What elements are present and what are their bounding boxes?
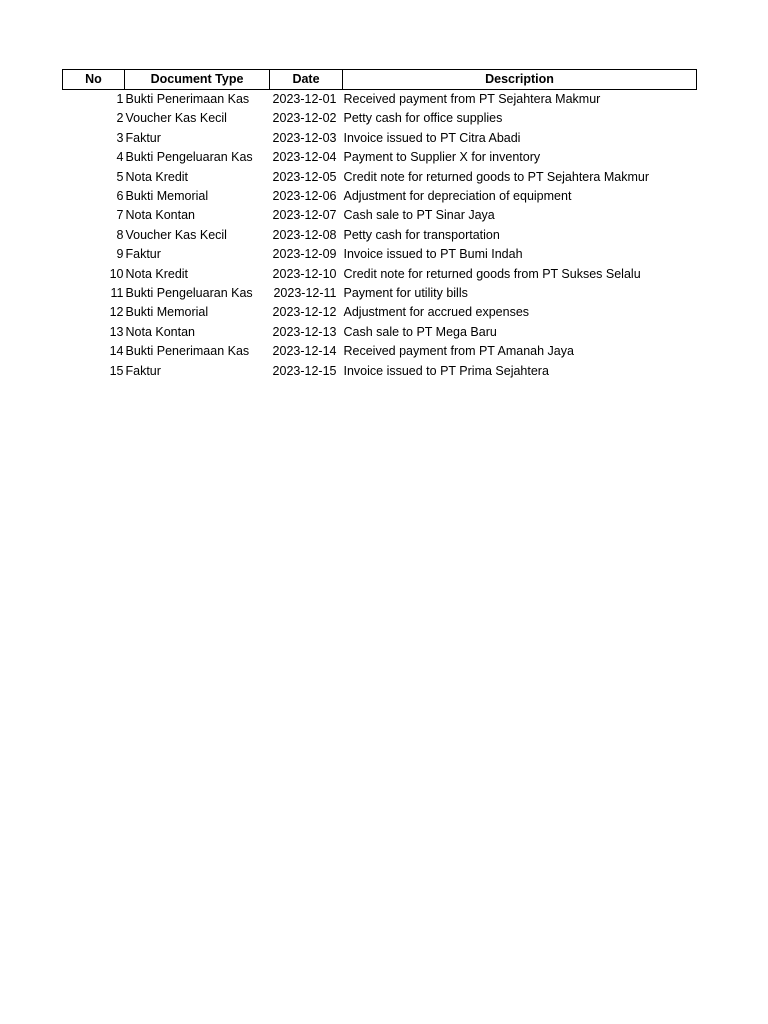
cell-no: 7 [116,208,124,223]
cell-document-type: Nota Kontan [125,324,195,339]
cell-date: 2023-12-09 [272,247,337,262]
cell-no: 5 [116,169,124,184]
table-row [63,303,697,322]
cell-date: 2023-12-08 [272,227,337,242]
cell-no: 9 [116,247,124,262]
cell-description: Received payment from PT Amanah Jaya [343,344,574,359]
cell-description: Cash sale to PT Mega Baru [343,324,497,339]
cell-document-type: Nota Kredit [125,266,189,281]
table-row [63,284,697,303]
header-date: Date [270,70,343,90]
header-description: Description [343,70,697,90]
cell-date: 2023-12-11 [273,286,337,301]
cell-description: Payment to Supplier X for inventory [343,150,541,165]
table-row [63,265,697,284]
cell-description: Invoice issued to PT Bumi Indah [343,247,523,262]
cell-document-type: Nota Kontan [125,208,195,223]
cell-no: 15 [109,363,124,378]
table-row [63,206,697,225]
cell-description: Petty cash for office supplies [343,111,503,126]
cell-document-type: Bukti Memorial [125,189,209,204]
cell-date: 2023-12-04 [272,150,337,165]
cell-description: Petty cash for transportation [343,227,500,242]
document-table [62,69,697,381]
cell-document-type: Voucher Kas Kecil [125,227,227,242]
table-row [63,323,697,342]
cell-document-type: Faktur [125,130,161,145]
cell-description: Received payment from PT Sejahtera Makmur [343,92,601,106]
cell-date: 2023-12-01 [272,92,337,106]
cell-document-type: Faktur [125,363,161,378]
table-row [63,148,697,167]
cell-no: 3 [116,130,124,145]
header-document-type: Document Type [125,70,270,90]
cell-date: 2023-12-13 [272,324,337,339]
cell-no: 13 [109,324,124,339]
header-no: No [63,70,125,90]
table-row [63,245,697,264]
table-body [63,90,697,382]
cell-description: Payment for utility bills [343,286,468,301]
document-sheet [62,69,696,381]
table-row [63,129,697,148]
cell-description: Invoice issued to PT Citra Abadi [343,130,521,145]
cell-date: 2023-12-14 [272,344,337,359]
cell-date: 2023-12-10 [272,266,337,281]
table-row [63,187,697,206]
table-row [63,226,697,245]
cell-description: Cash sale to PT Sinar Jaya [343,208,495,223]
cell-description: Credit note for returned goods to PT Sejahtera Makmur [343,169,649,184]
cell-description: Invoice issued to PT Prima Sejahtera [343,363,549,378]
cell-no: 2 [116,111,124,126]
cell-date: 2023-12-07 [272,208,337,223]
cell-no: 8 [116,227,124,242]
cell-no: 12 [109,305,124,320]
cell-document-type: Voucher Kas Kecil [125,111,227,126]
cell-no: 14 [109,344,124,359]
cell-description: Adjustment for depreciation of equipment [343,189,572,204]
cell-document-type: Nota Kredit [125,169,189,184]
cell-date: 2023-12-12 [272,305,337,320]
cell-document-type: Bukti Penerimaan Kas [125,344,250,359]
cell-no: 1 [116,92,124,106]
cell-document-type: Bukti Pengeluaran Kas [125,286,253,301]
cell-date: 2023-12-05 [272,169,337,184]
table-row [63,90,697,110]
table-row [63,362,697,381]
cell-document-type: Bukti Memorial [125,305,209,320]
cell-date: 2023-12-06 [272,189,337,204]
table-row [63,109,697,128]
cell-date: 2023-12-15 [272,363,337,378]
cell-no: 6 [116,189,124,204]
cell-document-type: Bukti Pengeluaran Kas [125,150,253,165]
cell-date: 2023-12-02 [272,111,337,126]
cell-description: Credit note for returned goods from PT Sukses Selalu [343,266,641,281]
cell-no: 4 [116,150,124,165]
cell-document-type: Faktur [125,247,161,262]
header-row [63,70,697,90]
table-row [63,168,697,187]
table-row [63,342,697,361]
cell-no: 10 [109,266,124,281]
cell-document-type: Bukti Penerimaan Kas [125,92,250,106]
cell-date: 2023-12-03 [272,130,337,145]
cell-description: Adjustment for accrued expenses [343,305,530,320]
cell-no: 11 [110,286,124,301]
